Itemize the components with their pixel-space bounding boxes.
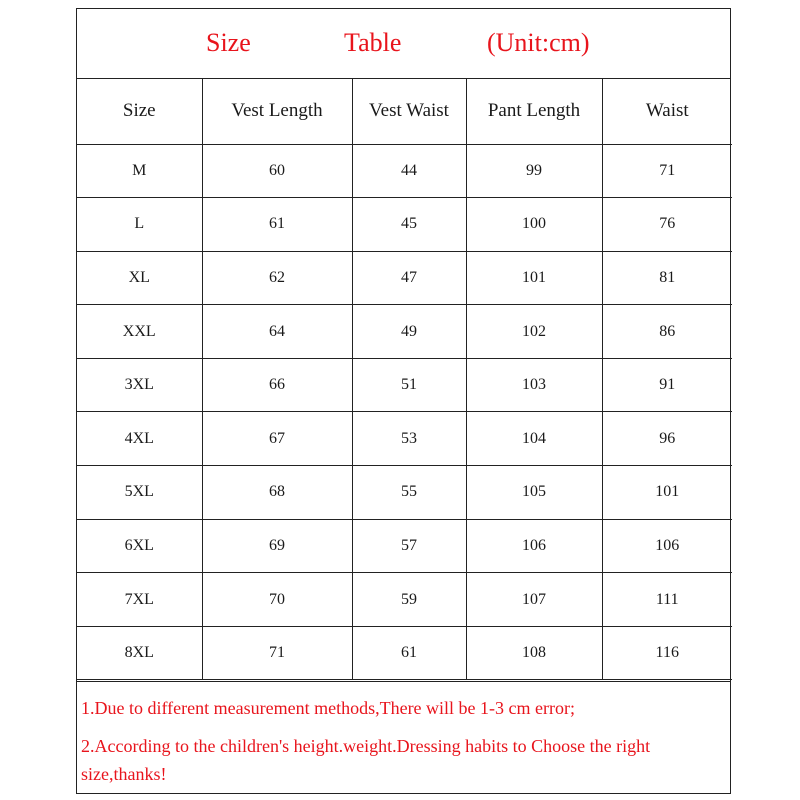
table-row — [77, 466, 732, 520]
header-waist: Waist — [602, 79, 732, 144]
cell-vest-length: 66 — [202, 358, 352, 412]
table-header-row — [77, 79, 732, 144]
cell-waist: 91 — [602, 358, 732, 412]
notes-section — [77, 681, 730, 788]
cell-size: 5XL — [77, 466, 202, 520]
cell-vest-length: 60 — [202, 144, 352, 198]
cell-vest-length: 61 — [202, 198, 352, 252]
cell-pant-length: 103 — [466, 358, 602, 412]
size-table — [77, 79, 732, 680]
cell-pant-length: 102 — [466, 305, 602, 359]
cell-vest-length: 70 — [202, 573, 352, 627]
table-row — [77, 251, 732, 305]
cell-pant-length: 100 — [466, 198, 602, 252]
cell-pant-length: 106 — [466, 519, 602, 573]
cell-size: 8XL — [77, 626, 202, 680]
cell-waist: 86 — [602, 305, 732, 359]
cell-pant-length: 108 — [466, 626, 602, 680]
cell-vest-waist: 61 — [352, 626, 466, 680]
cell-size: 3XL — [77, 358, 202, 412]
cell-size: 4XL — [77, 412, 202, 466]
cell-vest-waist: 51 — [352, 358, 466, 412]
cell-size: M — [77, 144, 202, 198]
cell-waist: 106 — [602, 519, 732, 573]
cell-waist: 71 — [602, 144, 732, 198]
cell-vest-waist: 45 — [352, 198, 466, 252]
title-row — [77, 9, 730, 79]
cell-pant-length: 101 — [466, 251, 602, 305]
cell-vest-length: 68 — [202, 466, 352, 520]
cell-size: XL — [77, 251, 202, 305]
table-row — [77, 144, 732, 198]
table-row — [77, 412, 732, 466]
cell-vest-length: 67 — [202, 412, 352, 466]
table-row — [77, 198, 732, 252]
cell-waist: 101 — [602, 466, 732, 520]
header-pant-length: Pant Length — [466, 79, 602, 144]
cell-vest-waist: 55 — [352, 466, 466, 520]
cell-waist: 116 — [602, 626, 732, 680]
cell-pant-length: 104 — [466, 412, 602, 466]
size-chart-frame — [76, 8, 731, 794]
cell-vest-waist: 49 — [352, 305, 466, 359]
header-vest-length: Vest Length — [202, 79, 352, 144]
cell-vest-waist: 44 — [352, 144, 466, 198]
note-measurement-error: 1.Due to different measurement methods,There will be 1-3 cm error; — [81, 698, 575, 718]
table-row — [77, 358, 732, 412]
cell-vest-length: 69 — [202, 519, 352, 573]
cell-waist: 111 — [602, 573, 732, 627]
cell-waist: 76 — [602, 198, 732, 252]
cell-vest-waist: 47 — [352, 251, 466, 305]
header-vest-waist: Vest Waist — [352, 79, 466, 144]
title-size: Size — [206, 28, 251, 57]
title-unit: (Unit:cm) — [487, 28, 590, 57]
header-size: Size — [77, 79, 202, 144]
cell-vest-waist: 59 — [352, 573, 466, 627]
cell-pant-length: 107 — [466, 573, 602, 627]
cell-vest-length: 71 — [202, 626, 352, 680]
cell-vest-waist: 53 — [352, 412, 466, 466]
table-row — [77, 305, 732, 359]
cell-waist: 81 — [602, 251, 732, 305]
note-size-advice: 2.According to the children's height.weight.Dressing habits to Choose the right size,thanks! — [81, 736, 651, 784]
cell-size: 6XL — [77, 519, 202, 573]
cell-size: 7XL — [77, 573, 202, 627]
table-row — [77, 573, 732, 627]
cell-pant-length: 99 — [466, 144, 602, 198]
cell-pant-length: 105 — [466, 466, 602, 520]
cell-size: L — [77, 198, 202, 252]
cell-vest-waist: 57 — [352, 519, 466, 573]
table-row — [77, 626, 732, 680]
cell-vest-length: 64 — [202, 305, 352, 359]
table-row — [77, 519, 732, 573]
cell-vest-length: 62 — [202, 251, 352, 305]
cell-size: XXL — [77, 305, 202, 359]
cell-waist: 96 — [602, 412, 732, 466]
title-table: Table — [344, 28, 402, 57]
